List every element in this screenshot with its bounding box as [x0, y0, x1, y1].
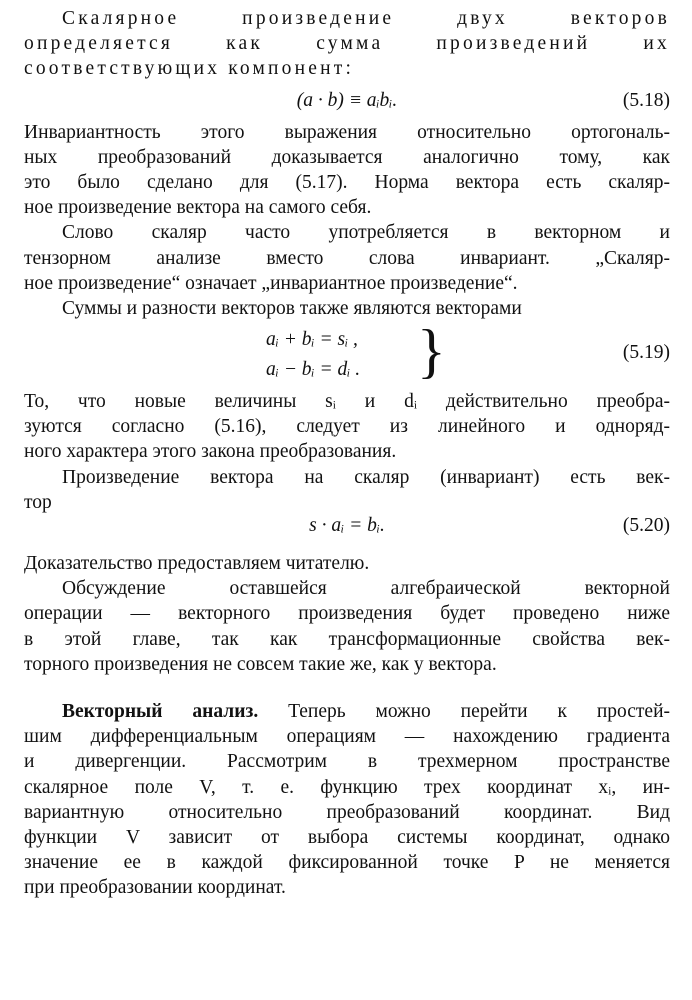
equation-row: aᵢ + bᵢ = sᵢ ,	[266, 329, 358, 351]
text-line: ное произведение“ означает „инвариантное произведение“.	[24, 272, 518, 294]
equation-5-20	[24, 507, 670, 545]
paragraph-vector-product	[24, 576, 670, 677]
text-line: шим дифференциальным операциям — нахождению градиента	[24, 726, 670, 748]
text-line: вариантную относительно преобразований координат. Вид	[24, 801, 670, 823]
equation-formula: s · aᵢ = bᵢ.	[309, 515, 385, 536]
text-line: Слово скаляр часто употребляется в векторном и	[62, 222, 670, 244]
text-line: соответствующих компонент:	[24, 58, 355, 80]
section-gap	[24, 677, 670, 699]
text-line: То, что новые величины sᵢ и dᵢ действительно преобра-	[24, 391, 670, 413]
text-line: Инвариантность этого выражения относительно ортогональ-	[24, 121, 670, 143]
text-line: при преобразовании координат.	[24, 877, 286, 899]
text-line: Суммы и разности векторов также являются векторами	[62, 297, 522, 319]
equation-number: (5.19)	[622, 342, 670, 364]
text-line: операции — векторного произведения будет проведено ниже	[24, 603, 670, 625]
text-line	[24, 699, 670, 724]
text-line: тензорном анализе вместо слова инвариант. „Скаляр-	[24, 247, 670, 269]
text-line: Доказательство предоставляем читателю.	[24, 553, 370, 574]
text-page	[24, 6, 670, 900]
equation-5-19	[24, 318, 670, 389]
text-line: определяется как сумма произведений их	[24, 33, 670, 55]
text-line: Произведение вектора на скаляр (инвариант) есть век-	[62, 466, 670, 488]
text-line: и дивергенции. Рассмотрим в трехмерном пространстве	[24, 751, 670, 773]
right-brace-icon: }	[417, 318, 446, 385]
text-run: Теперь можно перейти к простей-	[288, 700, 670, 722]
text-line: торного произведения не совсем такие же, как у вектора.	[24, 653, 497, 675]
text-line: это было сделано для (5.17). Норма вектора есть скаляр-	[24, 171, 670, 193]
text-line: ного характера этого закона преобразования.	[24, 441, 397, 463]
equation-5-18	[24, 82, 670, 120]
text-line: в этой главе, так как трансформационные свойства век-	[24, 628, 670, 650]
text-line: функции V зависит от выбора системы координат, однако	[24, 826, 670, 848]
paragraph-proof	[24, 551, 670, 576]
paragraph-scalar-product	[24, 6, 670, 82]
section-heading: Векторный анализ.	[62, 700, 259, 722]
text-line: Скалярное произведение двух векторов	[62, 8, 670, 29]
text-line: скалярное поле V, т. е. функцию трех координат xᵢ, ин-	[24, 776, 670, 798]
paragraph-vector-analysis	[24, 699, 670, 901]
text-line: ное произведение вектора на самого себя.	[24, 197, 372, 219]
equation-number: (5.20)	[622, 515, 670, 536]
text-line: ных преобразований доказывается аналогично тому, как	[24, 146, 670, 168]
text-line: Обсуждение оставшейся алгебраической векторной	[62, 578, 670, 600]
equation-system	[266, 325, 360, 385]
equation-number: (5.18)	[622, 89, 670, 111]
equation-formula: (a · b) ≡ aᵢbᵢ.	[296, 89, 398, 111]
paragraph-invariance	[24, 120, 670, 221]
paragraph-new-quantities	[24, 389, 670, 465]
paragraph-sums	[24, 296, 670, 321]
text-line: значение ее в каждой фиксированной точке P не меняется	[24, 852, 670, 874]
equation-row: aᵢ − bᵢ = dᵢ .	[266, 359, 361, 381]
text-line: тор	[24, 491, 52, 513]
paragraph-scalar-word	[24, 220, 670, 296]
text-line: зуются согласно (5.16), следует из линейного и однoряд-	[24, 416, 670, 438]
